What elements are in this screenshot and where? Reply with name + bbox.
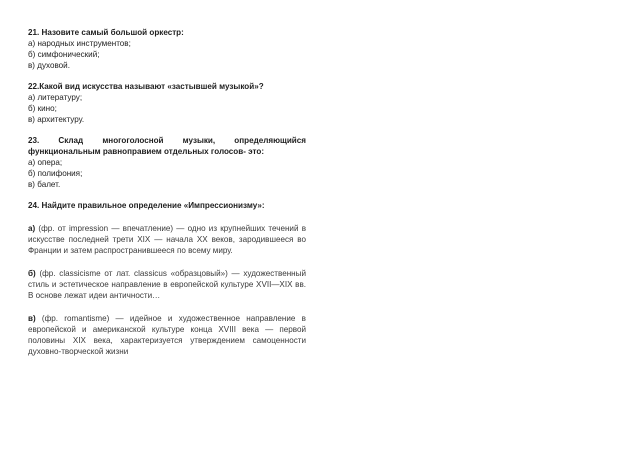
answer-c-text: (фр. romantisme) — идейное и художественное направление в европейской и американской культуре конца XVIII века — первой половины XIX века, характеризуется утверждением самоценности духовно-творческой жизни (28, 314, 306, 356)
answer-b-text: (фр. classicisme от лат. classicus «образцовый») — художественный стиль и эстетическое направление в европейской культуре XVII—XIX вв. В основе лежат идеи античности… (28, 269, 306, 300)
question-23 (28, 135, 306, 190)
question-23-title-line1: 23. Склад многоголосной музыки, определяющийся (28, 136, 306, 145)
question-24 (28, 200, 306, 357)
question-21-option-c: в) духовой. (28, 61, 70, 70)
question-21-option-a: а) народных инструментов; (28, 39, 131, 48)
answer-a-text: (фр. от impression — впечатление) — одно из крупнейших течений в искусстве последней трети XIX — начала XX веков, зародившееся во Франции и затем распространившееся по всему миру. (28, 224, 306, 255)
question-23-option-c: в) балет. (28, 180, 61, 189)
answer-c-letter: в) (28, 314, 36, 323)
question-22-option-b: б) кино; (28, 104, 57, 113)
question-24-answer-c (28, 313, 306, 357)
question-23-title-line2: функциональным равноправием отдельных голосов- это: (28, 147, 265, 156)
answer-b-letter: б) (28, 269, 36, 278)
question-22 (28, 81, 306, 125)
question-22-option-c: в) архитектуру. (28, 115, 85, 124)
question-23-option-b: б) полифония; (28, 169, 83, 178)
quiz-content (28, 27, 306, 357)
question-21-option-b: б) симфонический; (28, 50, 100, 59)
question-24-answer-a (28, 223, 306, 256)
question-21 (28, 27, 306, 71)
question-21-title: 21. Назовите самый большой оркестр: (28, 28, 184, 37)
question-23-option-a: а) опера; (28, 158, 63, 167)
question-24-title: 24. Найдите правильное определение «Импрессионизму»: (28, 201, 265, 210)
question-22-option-a: а) литературу; (28, 93, 83, 102)
answer-a-letter: а) (28, 224, 36, 233)
question-24-answer-b (28, 268, 306, 301)
question-22-title: 22.Какой вид искусства называют «застывшей музыкой»? (28, 82, 264, 91)
